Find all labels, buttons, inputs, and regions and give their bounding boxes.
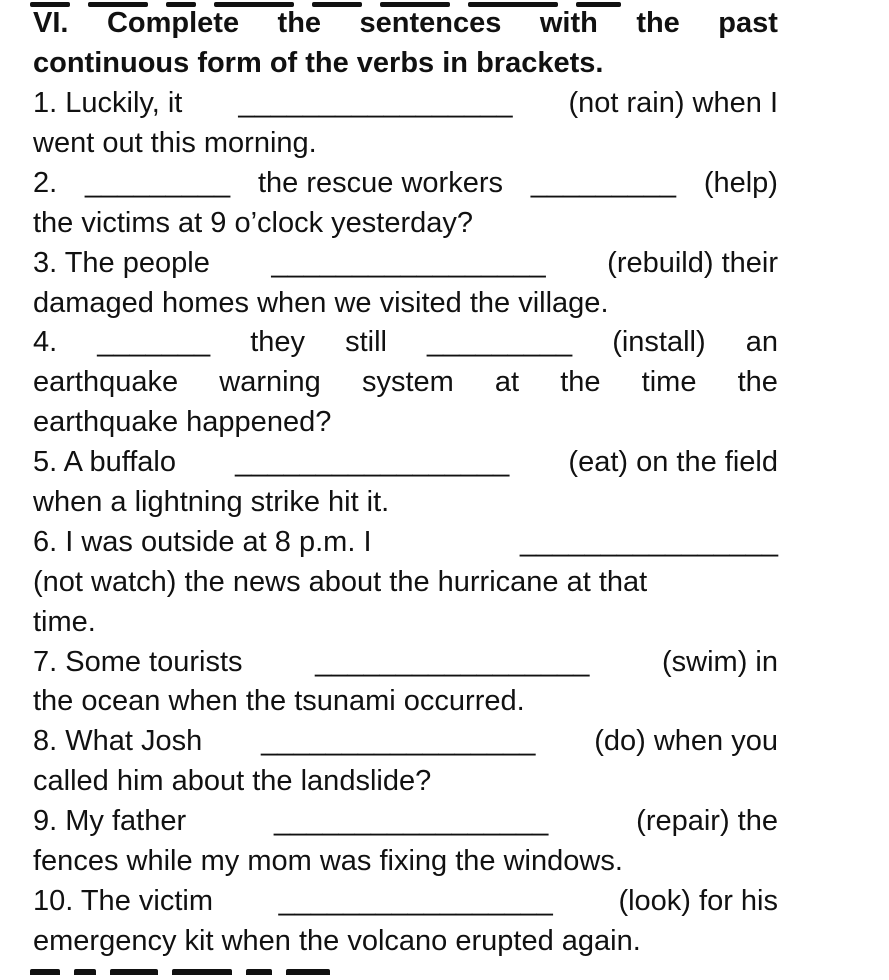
heading-word: the bbox=[277, 7, 322, 39]
sentence-text: 4. bbox=[33, 326, 58, 358]
answer-blank: _________________ bbox=[278, 885, 553, 917]
sentence-text: 7. Some tourists bbox=[33, 646, 243, 678]
heading-word: the bbox=[636, 7, 680, 39]
sentence-line bbox=[33, 203, 778, 243]
sentence-text: (swim) in bbox=[662, 646, 778, 678]
sentence-text: (look) for his bbox=[618, 885, 778, 917]
exercise-heading-line-2: continuous form of the verbs in brackets. bbox=[33, 47, 604, 79]
sentence-line bbox=[33, 721, 778, 761]
heading-word: VI. bbox=[33, 7, 69, 39]
sentence-line bbox=[33, 562, 778, 602]
sentence-text: (repair) the bbox=[636, 805, 778, 837]
sentence-line bbox=[33, 243, 778, 283]
heading-word: with bbox=[539, 7, 598, 39]
cropped-previous-line bbox=[30, 0, 790, 2]
answer-blank: _________________ bbox=[271, 247, 546, 279]
sentence-line bbox=[33, 442, 778, 482]
sentence-text: system bbox=[361, 366, 454, 398]
answer-blank: _________ bbox=[530, 167, 676, 199]
sentence-text: 8. What Josh bbox=[33, 725, 203, 757]
answer-blank: _________ bbox=[85, 167, 231, 199]
exercise-heading-line-1 bbox=[33, 3, 778, 43]
sentence-text: the rescue workers bbox=[258, 167, 503, 199]
sentence-line bbox=[33, 522, 778, 562]
answer-blank: _______ bbox=[97, 326, 211, 358]
sentence-text: fences while my mom was fixing the windows. bbox=[33, 845, 623, 877]
sentence-text: the bbox=[560, 366, 601, 398]
sentence-line bbox=[33, 402, 778, 442]
sentence-text: still bbox=[345, 326, 387, 358]
answer-blank: _________________ bbox=[261, 725, 536, 757]
sentence-text: (rebuild) their bbox=[607, 247, 778, 279]
sentence-text: went out this morning. bbox=[33, 127, 317, 159]
sentence-text: they bbox=[250, 326, 306, 358]
sentence-text: damaged homes when we visited the village. bbox=[33, 287, 609, 319]
sentence-line bbox=[33, 482, 778, 522]
sentence-text: time. bbox=[33, 606, 96, 638]
sentence-line bbox=[33, 921, 778, 961]
sentence-text: the bbox=[737, 366, 778, 398]
sentence-line bbox=[33, 123, 778, 163]
heading-word: Complete bbox=[106, 7, 240, 39]
sentence-text: 9. My father bbox=[33, 805, 187, 837]
sentence-text: (install) bbox=[612, 326, 706, 358]
sentence-line bbox=[33, 283, 778, 323]
sentence-text: an bbox=[745, 326, 778, 358]
sentence-line bbox=[33, 841, 778, 881]
sentence-text: 3. The people bbox=[33, 247, 210, 279]
sentence-text: time bbox=[641, 366, 697, 398]
heading-word: sentences bbox=[359, 7, 502, 39]
sentence-text: 10. The victim bbox=[33, 885, 213, 917]
sentence-line bbox=[33, 83, 778, 123]
cropped-next-line bbox=[30, 962, 350, 968]
sentence-line bbox=[33, 322, 778, 362]
sentence-text: the victims at 9 o’clock yesterday? bbox=[33, 207, 474, 239]
answer-blank: _________________ bbox=[238, 87, 513, 119]
sentence-text: the ocean when the tsunami occurred. bbox=[33, 685, 525, 717]
sentence-line bbox=[33, 642, 778, 682]
sentence-line bbox=[33, 881, 778, 921]
answer-blank: _________________ bbox=[274, 805, 549, 837]
sentence-text: 6. I was outside at 8 p.m. I bbox=[33, 526, 372, 558]
sentence-text: (help) bbox=[703, 167, 778, 199]
sentence-text: (do) when you bbox=[594, 725, 778, 757]
sentence-text: 2. bbox=[33, 167, 58, 199]
heading-word: past bbox=[718, 7, 778, 39]
answer-blank: _________ bbox=[427, 326, 573, 358]
sentence-text: warning bbox=[219, 366, 321, 398]
sentence-line bbox=[33, 761, 778, 801]
sentence-text: when a lightning strike hit it. bbox=[33, 486, 390, 518]
sentence-line bbox=[33, 602, 778, 642]
sentence-text: called him about the landslide? bbox=[33, 765, 432, 797]
sentence-text: (not rain) when I bbox=[568, 87, 778, 119]
sentence-text: (eat) on the field bbox=[568, 446, 778, 478]
sentence-text: (not watch) the news about the hurricane at that bbox=[33, 566, 648, 598]
sentence-text: emergency kit when the volcano erupted again. bbox=[33, 925, 641, 957]
answer-blank: _________________ bbox=[235, 446, 510, 478]
sentence-line bbox=[33, 362, 778, 402]
answer-blank: ________________ bbox=[519, 526, 778, 558]
sentence-line bbox=[33, 801, 778, 841]
answer-blank: _________________ bbox=[315, 646, 590, 678]
sentence-text: 1. Luckily, it bbox=[33, 87, 183, 119]
sentence-text: 5. A buffalo bbox=[33, 446, 176, 478]
sentence-line bbox=[33, 681, 778, 721]
sentence-text: at bbox=[494, 366, 520, 398]
sentence-text: earthquake happened? bbox=[33, 406, 332, 438]
sentence-text: earthquake bbox=[33, 366, 179, 398]
sentence-line bbox=[33, 163, 778, 203]
